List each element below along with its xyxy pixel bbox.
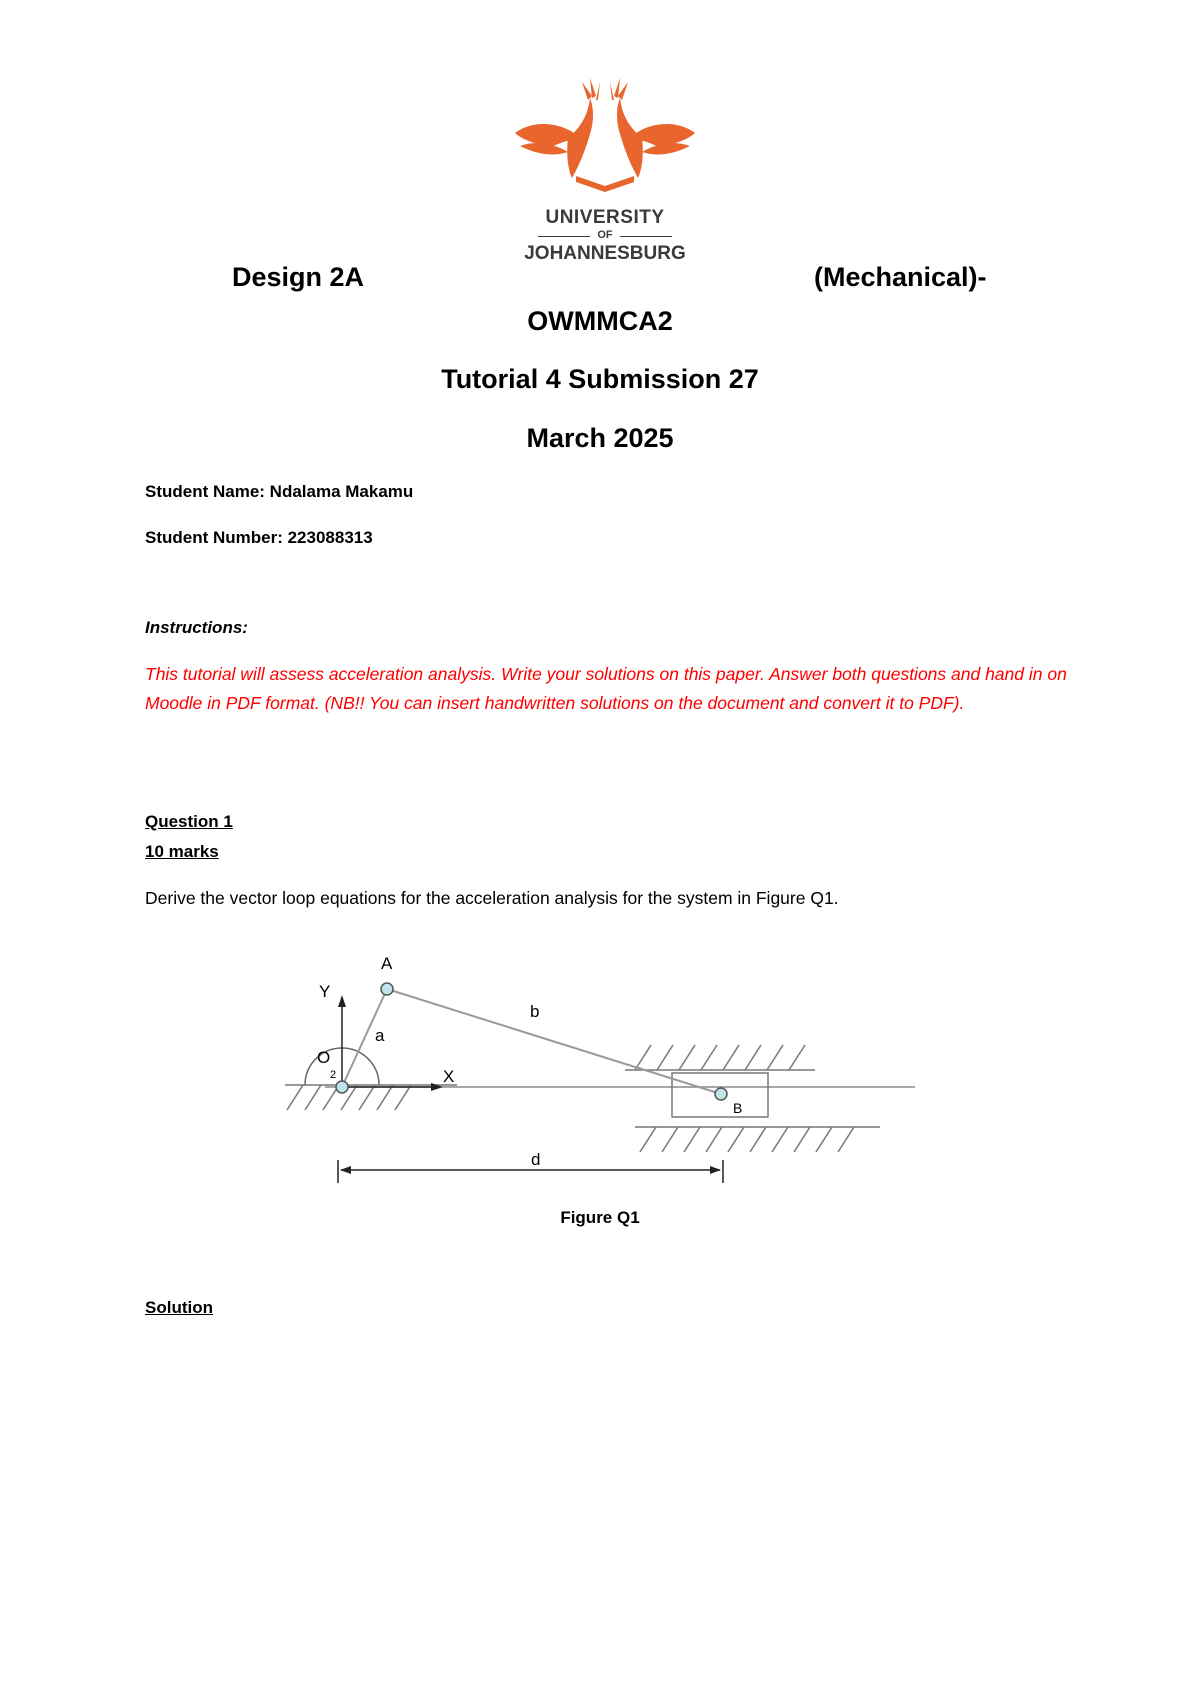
slider-crank-diagram (285, 945, 925, 1190)
ground-hatch-left (287, 1085, 411, 1110)
label-X: X (443, 1067, 455, 1086)
logo-of-text (510, 229, 700, 243)
instructions-body: This tutorial will assess acceleration analysis. Write your solutions on this paper. Answer both questions and hand in on Moodle in PDF format. (NB!! You can insert handwritten solutions on the document and convert it to PDF). (145, 664, 1067, 713)
joint-b (715, 1088, 727, 1100)
link-b (387, 989, 721, 1094)
solution-title: Solution (145, 1298, 213, 1317)
label-a: a (375, 1026, 385, 1045)
student-number: Student Number: 223088313 (145, 528, 373, 547)
submission-date: March 2025 (526, 423, 674, 453)
figure-q1 (285, 945, 925, 1190)
question-1-text: Derive the vector loop equations for the acceleration analysis for the system in Figure Q1. (145, 888, 839, 908)
question-1-title: Question 1 (145, 812, 233, 831)
joint-o2 (336, 1081, 348, 1093)
label-Y: Y (319, 982, 331, 1001)
joint-a (381, 983, 393, 995)
student-name: Student Name: Ndalama Makamu (145, 482, 414, 501)
label-A: A (381, 954, 393, 973)
dim-d-arrow-right-icon (710, 1166, 721, 1174)
label-sub-2: 2 (330, 1069, 337, 1081)
x-axis-arrow-icon (431, 1083, 443, 1091)
label-O: O (317, 1048, 331, 1067)
logo-divider-right (620, 236, 672, 237)
course-title-left: Design 2A (232, 262, 365, 292)
logo-university-text: UNIVERSITY (545, 207, 665, 228)
hoopoe-birds-icon (510, 78, 700, 198)
y-axis-arrow-icon (338, 995, 346, 1007)
label-b: b (530, 1002, 540, 1021)
label-d: d (531, 1150, 541, 1169)
logo-divider-left (538, 236, 590, 237)
course-code: OWMMCA2 (527, 306, 673, 336)
logo-johannesburg-text: JOHANNESBURG (524, 243, 686, 264)
guide-hatch-top (635, 1045, 805, 1070)
figure-caption: Figure Q1 (560, 1208, 640, 1227)
university-logo (510, 78, 700, 264)
dim-d-arrow-left-icon (340, 1166, 351, 1174)
logo-of-label: OF (597, 229, 613, 241)
instructions-title: Instructions: (145, 618, 248, 637)
guide-hatch-bottom (640, 1127, 854, 1152)
course-title-right: (Mechanical)- (814, 262, 987, 292)
tutorial-title: Tutorial 4 Submission 27 (441, 364, 759, 394)
label-B: B (733, 1100, 743, 1116)
question-1-marks: 10 marks (145, 842, 219, 861)
